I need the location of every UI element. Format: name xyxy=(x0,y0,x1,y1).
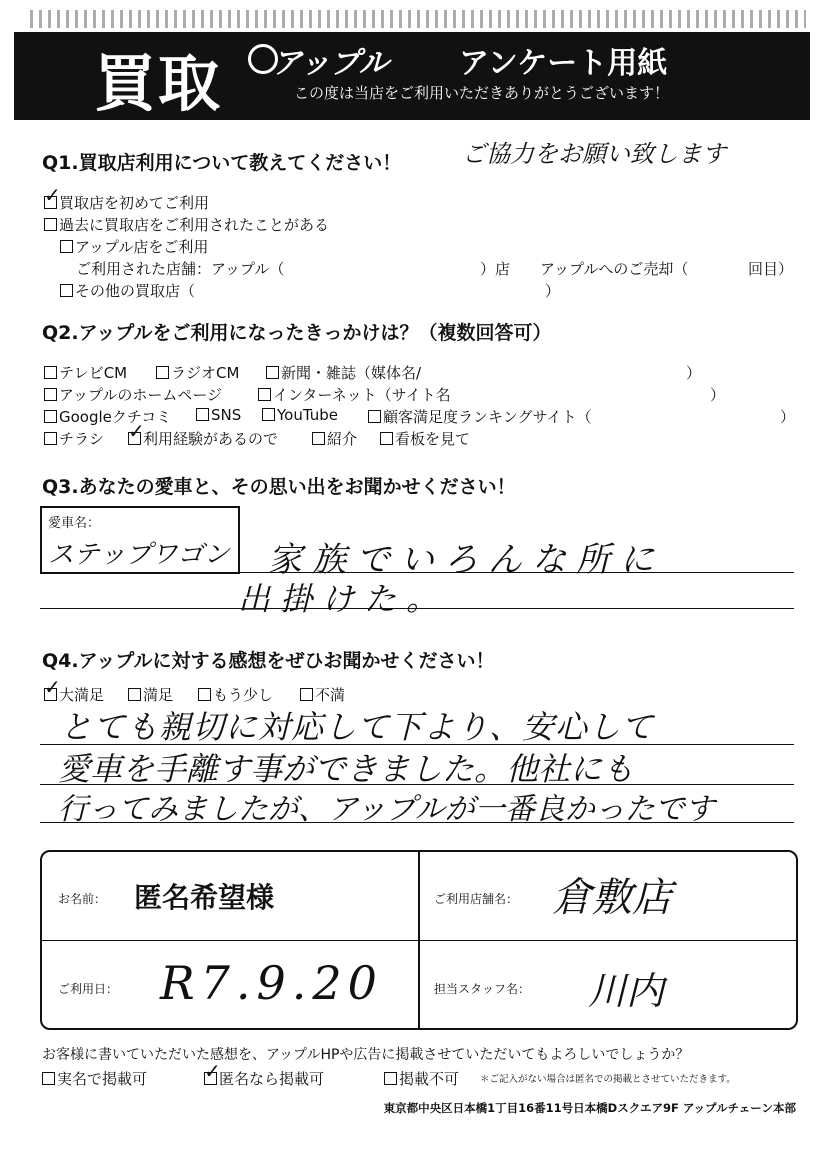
check-mark-icon: ✓ xyxy=(44,675,61,699)
store-label: ご利用店舗名： xyxy=(434,892,519,906)
check-mark-icon: ✓ xyxy=(204,1059,221,1083)
date-value: R7.9.20 xyxy=(160,956,383,1010)
memory-line-1: 家族でいろんな所に xyxy=(268,540,664,580)
header-subtitle: この度は当店をご利用いただきありがとうございます！ xyxy=(294,84,670,102)
table-divider-h xyxy=(42,940,796,941)
checkbox-icon[interactable] xyxy=(266,366,279,379)
checkbox-icon[interactable] xyxy=(258,388,271,401)
checkbox-icon[interactable] xyxy=(156,366,169,379)
q1-store-used: ご利用された店舗：アップル（ xyxy=(76,260,285,278)
consent-opt-no[interactable]: 掲載不可 xyxy=(384,1068,459,1089)
checkbox-icon[interactable] xyxy=(300,688,313,701)
q4-question: Q4.アップルに対する感想をぜひお聞かせください！ xyxy=(42,650,495,672)
comment-line-2: 愛車を手離す事ができました。他社にも xyxy=(58,750,635,788)
consent-opt-real[interactable]: 実名で掲載可 xyxy=(42,1068,147,1089)
q2-opt-tv[interactable]: テレビCM xyxy=(44,362,127,383)
scan-noise xyxy=(30,10,806,28)
checkbox-icon[interactable] xyxy=(60,284,73,297)
consent-question: お客様に書いていただいた感想を、アップルHPや広告に掲載させていただいてもよろしいでしょうか？ xyxy=(42,1047,690,1063)
checkbox-icon[interactable] xyxy=(128,688,141,701)
q4-opt-almost[interactable]: もう少し xyxy=(198,684,273,705)
q1-question: Q1.買取店利用について教えてください！ xyxy=(42,152,402,174)
q2-opt-flyer[interactable]: チラシ xyxy=(44,428,104,449)
q1-sale-count: アップルへのご売却（ xyxy=(540,260,689,278)
checkbox-icon[interactable] xyxy=(44,410,57,423)
header-brand: アップル xyxy=(272,46,389,81)
checkbox-icon[interactable] xyxy=(44,366,57,379)
checkbox-icon[interactable] xyxy=(368,410,381,423)
comment-line-3: 行ってみましたが、アップルが一番良かったです xyxy=(58,792,715,827)
staff-label: 担当スタッフ名： xyxy=(434,982,531,996)
footer-address: 東京都中央区日本橋1丁目16番11号日本橋Dスクエア9F アップルチェーン本部 xyxy=(383,1101,796,1115)
header-banner xyxy=(14,32,810,120)
checkbox-icon[interactable] xyxy=(262,408,275,421)
customer-info-table xyxy=(40,850,798,1030)
store-value: 倉敷店 xyxy=(552,875,672,921)
comment-line-1: とても親切に対応して下より、安心して xyxy=(60,708,655,746)
car-name-value: ステップワゴン xyxy=(48,540,230,570)
q1-opt-other[interactable]: その他の買取店（ xyxy=(60,280,195,301)
q2-question: Q2.アップルをご利用になったきっかけは？（複数回答可） xyxy=(42,322,552,344)
date-label: ご利用日： xyxy=(58,982,119,996)
q2-opt-youtube[interactable]: YouTube xyxy=(262,406,338,424)
checkbox-icon[interactable] xyxy=(44,218,57,231)
checkbox-icon[interactable] xyxy=(60,240,73,253)
q2-opt-experience[interactable]: ✓ 利用経験があるので xyxy=(128,419,279,448)
q4-opt-dissatisfied[interactable]: 不満 xyxy=(300,684,345,705)
name-value: 匿名希望様 xyxy=(134,881,275,914)
q4-opt-very[interactable]: ✓ 大満足 xyxy=(44,675,105,704)
check-mark-icon: ✓ xyxy=(44,183,61,207)
q2-opt-internet[interactable]: インターネット（サイト名 xyxy=(258,384,451,405)
checkbox-icon[interactable] xyxy=(384,1072,397,1085)
q4-opt-satisfied[interactable]: 満足 xyxy=(128,684,173,705)
q1-opt-other-close: ） xyxy=(545,282,561,300)
checkbox-icon[interactable] xyxy=(44,388,57,401)
q1-sale-count-close: 回目） xyxy=(748,260,794,278)
q2-opt-ranking[interactable]: 顧客満足度ランキングサイト（ xyxy=(368,406,592,427)
q2-close1: ） xyxy=(686,364,702,382)
name-label: お名前： xyxy=(58,892,107,906)
q2-opt-referral[interactable]: 紹介 xyxy=(312,428,357,449)
header-title: アンケート用紙 xyxy=(459,46,668,81)
q3-question: Q3.あなたの愛車と、その思い出をお聞かせください！ xyxy=(42,476,516,498)
check-mark-icon: ✓ xyxy=(128,419,145,443)
checkbox-icon[interactable] xyxy=(198,688,211,701)
q2-opt-google[interactable]: Googleクチコミ xyxy=(44,406,171,427)
checkbox-icon[interactable] xyxy=(312,432,325,445)
checkbox-icon[interactable] xyxy=(196,408,209,421)
q2-opt-homepage[interactable]: アップルのホームページ xyxy=(44,384,222,405)
consent-opt-anon[interactable]: ✓ 匿名なら掲載可 xyxy=(204,1059,325,1088)
checkbox-icon[interactable] xyxy=(42,1072,55,1085)
q2-opt-newspaper[interactable]: 新聞・雑誌（媒体名/ xyxy=(266,362,421,383)
q2-close2: ） xyxy=(710,386,726,404)
q1-store-close: ）店 xyxy=(480,260,511,278)
checkbox-icon[interactable] xyxy=(44,432,57,445)
staff-value: 川内 xyxy=(588,969,665,1013)
car-name-label: 愛車名： xyxy=(48,516,101,531)
q1-handwritten-note: ご協力をお願い致します xyxy=(462,140,726,168)
q2-close3: ） xyxy=(780,408,796,426)
memory-line-2: 出掛けた。 xyxy=(238,580,449,618)
q1-opt-past[interactable]: 過去に買取店をご利用されたことがある xyxy=(44,214,329,235)
q1-opt-apple[interactable]: アップル店をご利用 xyxy=(60,236,208,257)
q2-opt-sign[interactable]: 看板を見て xyxy=(380,428,470,449)
q1-opt-first[interactable]: ✓ 買取店を初めてご利用 xyxy=(44,183,210,212)
q2-opt-sns[interactable]: SNS xyxy=(196,406,241,424)
header-title-big: 買取 xyxy=(94,47,223,120)
checkbox-icon[interactable] xyxy=(380,432,393,445)
q2-opt-radio[interactable]: ラジオCM xyxy=(156,362,239,383)
consent-note: ＊ご記入がない場合は匿名での掲載とさせていただきます。 xyxy=(480,1074,736,1085)
car-name-box xyxy=(40,506,240,574)
